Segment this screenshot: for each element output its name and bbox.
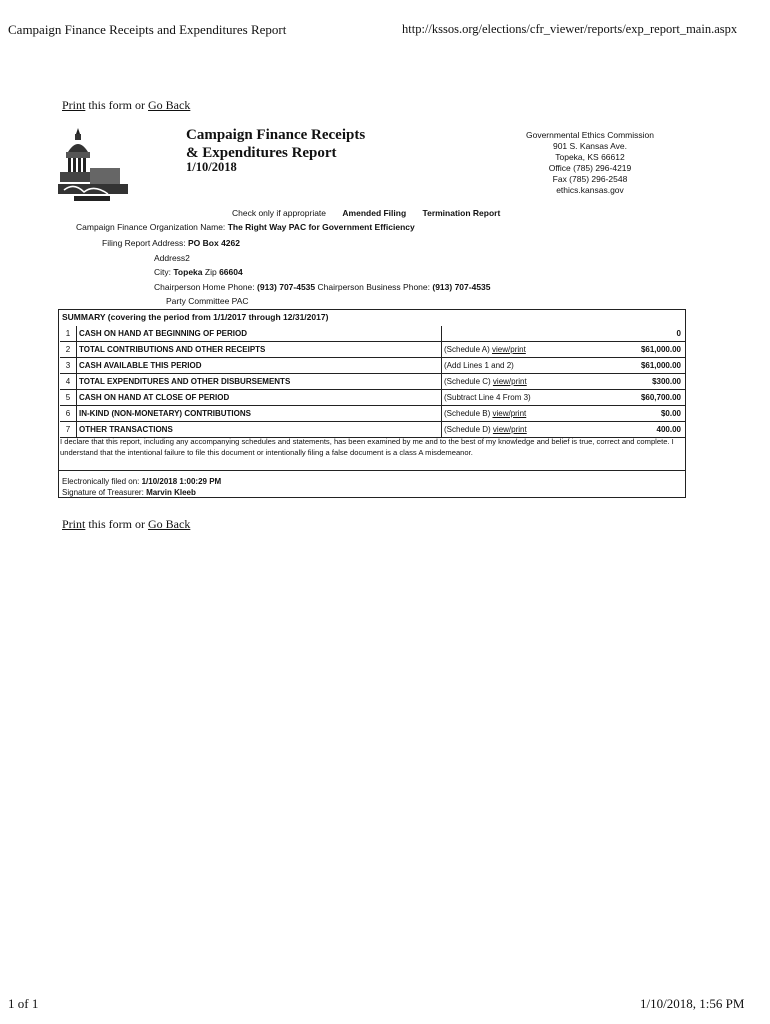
city-value: Topeka [173, 267, 203, 277]
report-title-line-2: & Expenditures Report [186, 145, 337, 161]
page-header-url: http://kssos.org/elections/cfr_viewer/reports/exp_report_main.aspx [402, 22, 738, 36]
summary-table [60, 326, 685, 438]
home-phone-value: (913) 707-4535 [257, 281, 316, 292]
summary-line-reference [442, 374, 587, 390]
summary-line-description: CASH ON HAND AT CLOSE OF PERIOD [77, 390, 442, 406]
page-header-title: Campaign Finance Receipts and Expenditures Report [8, 22, 287, 37]
summary-row [60, 390, 685, 406]
nav-links-top [62, 98, 190, 113]
party-committee-row [102, 294, 491, 309]
summary-row [60, 374, 685, 390]
signature-value: Marvin Kleeb [146, 488, 196, 497]
commission-city: Topeka, KS 66612 [555, 152, 625, 162]
address-label: Address: [152, 238, 186, 248]
check-label: Check only if appropriate [232, 208, 327, 218]
summary-line-reference-text: (Schedule B) [444, 409, 493, 418]
go-back-link[interactable]: Go Back [148, 98, 191, 112]
commission-contact-block [500, 130, 680, 196]
summary-line-description: OTHER TRANSACTIONS [77, 422, 442, 438]
filed-row [62, 476, 221, 487]
commission-office-phone: Office (785) 296-4219 [548, 163, 632, 173]
signature-row [62, 487, 221, 498]
summary-line-number: 4 [60, 374, 77, 390]
business-phone-label: Chairperson Business Phone: [317, 281, 430, 292]
summary-line-number: 1 [60, 326, 77, 342]
summary-line-reference [442, 342, 587, 358]
page-number: 1 of 1 [8, 996, 39, 1011]
org-name-label: Campaign Finance Organization Name: [76, 222, 226, 232]
filing-address-block [102, 236, 491, 309]
report-date: 1/10/2018 [186, 160, 237, 174]
address-value: PO Box 4262 [188, 238, 240, 248]
summary-line-reference-text: (Schedule D) [444, 425, 493, 434]
summary-line-amount: 400.00 [586, 422, 685, 438]
city-label: City: [154, 267, 171, 277]
kansas-capitol-seal [54, 124, 132, 204]
summary-line-description: CASH ON HAND AT BEGINNING OF PERIOD [77, 326, 442, 342]
filed-value: 1/10/2018 1:00:29 PM [141, 477, 222, 486]
summary-line-amount: $60,700.00 [586, 390, 685, 406]
address-row [102, 236, 491, 251]
summary-line-description: TOTAL CONTRIBUTIONS AND OTHER RECEIPTS [77, 342, 442, 358]
summary-line-reference [442, 406, 587, 422]
summary-line-amount: $61,000.00 [586, 342, 685, 358]
report-title [186, 126, 365, 162]
summary-row [60, 406, 685, 422]
organization-line [76, 222, 415, 232]
summary-line-number: 6 [60, 406, 77, 422]
city-row [102, 265, 491, 280]
summary-title: SUMMARY (covering the period from 1/1/2017 through 12/31/2017) [62, 312, 329, 322]
summary-row [60, 358, 685, 374]
summary-line-reference-text: (Subtract Line 4 From 3) [444, 393, 531, 402]
home-phone-label: Chairperson Home Phone: [154, 281, 255, 292]
nav-separator-text: this form or [85, 517, 149, 531]
address2-label: Address2 [154, 252, 190, 263]
summary-line-description: TOTAL EXPENDITURES AND OTHER DISBURSEMENTS [77, 374, 442, 390]
party-committee-value: PAC [231, 296, 249, 306]
filed-label: Electronically filed on: [62, 477, 140, 486]
summary-line-number: 7 [60, 422, 77, 438]
summary-table-body [60, 326, 685, 438]
summary-line-description: IN-KIND (NON-MONETARY) CONTRIBUTIONS [77, 406, 442, 422]
report-title-line-1: Campaign Finance Receipts [186, 127, 366, 143]
summary-row [60, 342, 685, 358]
filing-type-line [232, 208, 514, 218]
summary-line-amount: $61,000.00 [586, 358, 685, 374]
summary-line-number: 2 [60, 342, 77, 358]
print-timestamp: 1/10/2018, 1:56 PM [640, 996, 745, 1011]
view-print-link[interactable]: view/print [492, 345, 526, 354]
amended-filing-option: Amended Filing [342, 208, 407, 218]
view-print-link[interactable]: view/print [492, 377, 527, 386]
commission-address: 901 S. Kansas Ave. [552, 141, 628, 151]
nav-separator-text: this form or [85, 98, 149, 112]
commission-name: Governmental Ethics Commission [525, 130, 654, 140]
summary-line-reference [442, 358, 587, 374]
print-link[interactable]: Print [62, 98, 86, 112]
party-committee-label: Party Committee [166, 296, 230, 306]
filed-block [62, 476, 221, 498]
print-link[interactable]: Print [62, 517, 86, 531]
summary-line-reference-text: (Add Lines 1 and 2) [444, 361, 514, 370]
summary-line-description: CASH AVAILABLE THIS PERIOD [77, 358, 442, 374]
view-print-link[interactable]: view/print [492, 425, 527, 434]
summary-line-reference-text: (Schedule C) [444, 377, 493, 386]
summary-line-amount: $0.00 [586, 406, 685, 422]
declaration-text: I declare that this report, including any accompanying schedules and statements, has been examined by me and to the best of my knowledge and belief is true, correct and complete. I understand that the intentional failure to file this document or intentionally filing a false document is a class A misdemeanor. [60, 437, 674, 457]
termination-report-option: Termination Report [422, 208, 501, 218]
summary-line-reference-text: (Schedule A) [444, 345, 493, 354]
zip-value: 66604 [219, 267, 243, 277]
signature-label: Signature of Treasurer: [62, 488, 144, 497]
phone-row [102, 280, 491, 295]
zip-label: Zip [204, 267, 217, 277]
summary-line-number: 5 [60, 390, 77, 406]
declaration-divider [58, 470, 686, 471]
filing-report-label: Filing Report [102, 238, 151, 248]
summary-line-number: 3 [60, 358, 77, 374]
nav-links-bottom [62, 517, 190, 532]
summary-line-reference [442, 390, 587, 406]
summary-line-amount: $300.00 [586, 374, 685, 390]
summary-row [60, 326, 685, 342]
commission-website: ethics.kansas.gov [556, 185, 624, 195]
view-print-link[interactable]: view/print [492, 409, 527, 418]
business-phone-value: (913) 707-4535 [432, 281, 491, 292]
commission-fax: Fax (785) 296-2548 [552, 174, 628, 184]
summary-line-amount: 0 [586, 326, 685, 342]
go-back-link[interactable]: Go Back [148, 517, 191, 531]
org-name-value: The Right Way PAC for Government Efficiency [227, 222, 415, 232]
address2-row [102, 251, 491, 266]
summary-line-reference [442, 326, 587, 342]
